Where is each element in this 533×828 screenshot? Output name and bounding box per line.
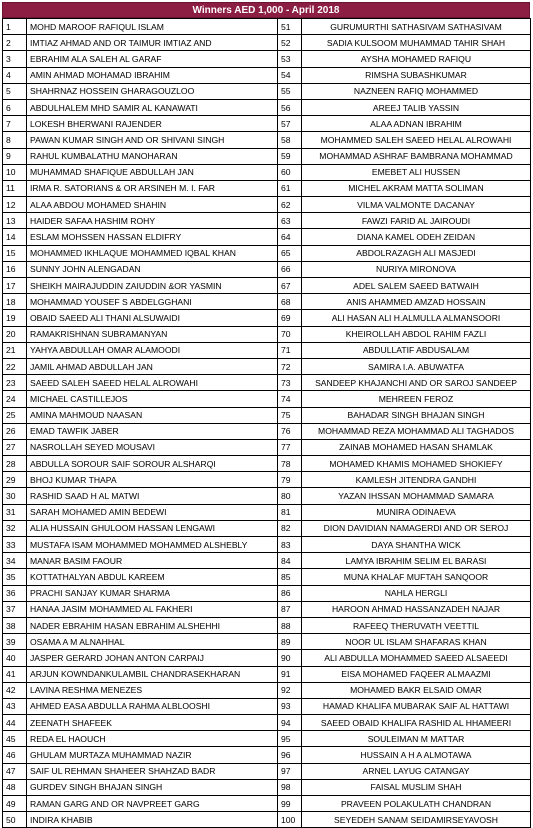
winner-number: 78 xyxy=(278,456,302,472)
winner-number: 65 xyxy=(278,245,302,261)
winner-name: SAEED SALEH SAEED HELAL ALROWAHI xyxy=(27,375,278,391)
winner-name: PRACHI SANJAY KUMAR SHARMA xyxy=(27,585,278,601)
table-row xyxy=(3,812,531,828)
winner-number: 26 xyxy=(3,423,27,439)
winner-name: ABDULHALEM MHD SAMIR AL KANAWATI xyxy=(27,99,278,115)
winner-number: 56 xyxy=(278,99,302,115)
winner-number: 99 xyxy=(278,796,302,812)
winner-number: 45 xyxy=(3,731,27,747)
table-row xyxy=(3,197,531,213)
winner-name: GHULAM MURTAZA MUHAMMAD NAZIR xyxy=(27,747,278,763)
winner-number: 75 xyxy=(278,407,302,423)
table-row xyxy=(3,294,531,310)
winner-number: 55 xyxy=(278,83,302,99)
table-row xyxy=(3,488,531,504)
winner-number: 37 xyxy=(3,601,27,617)
table-row xyxy=(3,180,531,196)
winner-name: PRAVEEN POLAKULATH CHANDRAN xyxy=(302,796,531,812)
winner-name: ARNEL LAYUG CATANGAY xyxy=(302,763,531,779)
winner-name: GURUMURTHI SATHASIVAM SATHASIVAM xyxy=(302,19,531,35)
winner-number: 59 xyxy=(278,148,302,164)
winner-name: NAHLA HERGLI xyxy=(302,585,531,601)
table-row xyxy=(3,423,531,439)
winner-name: LOKESH BHERWANI RAJENDER xyxy=(27,116,278,132)
winner-name: MOHAMED BAKR ELSAID OMAR xyxy=(302,682,531,698)
winner-number: 58 xyxy=(278,132,302,148)
table-row xyxy=(3,83,531,99)
winners-table-body xyxy=(3,19,531,828)
table-row xyxy=(3,520,531,536)
table-row xyxy=(3,213,531,229)
table-row xyxy=(3,731,531,747)
table-row xyxy=(3,391,531,407)
winner-name: SUNNY JOHN ALENGADAN xyxy=(27,261,278,277)
winner-name: RAFEEQ THERUVATH VEETTIL xyxy=(302,617,531,633)
winner-number: 64 xyxy=(278,229,302,245)
table-row xyxy=(3,715,531,731)
winner-name: VILMA VALMONTE DACANAY xyxy=(302,197,531,213)
winner-name: MUNA KHALAF MUFTAH SANQOOR xyxy=(302,569,531,585)
table-row xyxy=(3,342,531,358)
winner-name: NASROLLAH SEYED MOUSAVI xyxy=(27,439,278,455)
winner-number: 77 xyxy=(278,439,302,455)
table-row xyxy=(3,229,531,245)
winner-number: 94 xyxy=(278,715,302,731)
winner-number: 43 xyxy=(3,698,27,714)
winner-name: HUSSAIN A H A ALMOTAWA xyxy=(302,747,531,763)
winner-name: MICHAEL CASTILLEJOS xyxy=(27,391,278,407)
winner-name: AMIN AHMAD MOHAMAD IBRAHIM xyxy=(27,67,278,83)
table-row xyxy=(3,601,531,617)
winner-number: 4 xyxy=(3,67,27,83)
winner-name: ABDOLRAZAGH ALI MASJEDI xyxy=(302,245,531,261)
winner-name: RIMSHA SUBASHKUMAR xyxy=(302,67,531,83)
winner-name: LAMYA IBRAHIM SELIM EL BARASI xyxy=(302,553,531,569)
winner-number: 39 xyxy=(3,634,27,650)
table-row xyxy=(3,472,531,488)
winner-number: 23 xyxy=(3,375,27,391)
winner-number: 86 xyxy=(278,585,302,601)
table-row xyxy=(3,537,531,553)
winners-sheet xyxy=(2,2,530,828)
winner-name: ABDULLA SOROUR SAIF SOROUR ALSHARQI xyxy=(27,456,278,472)
winner-number: 8 xyxy=(3,132,27,148)
winner-number: 70 xyxy=(278,326,302,342)
winners-table xyxy=(2,18,531,828)
winner-name: FAISAL MUSLIM SHAH xyxy=(302,779,531,795)
table-row xyxy=(3,67,531,83)
winner-number: 57 xyxy=(278,116,302,132)
winner-name: EBRAHIM ALA SALEH AL GARAF xyxy=(27,51,278,67)
winner-name: MOHAMMAD ASHRAF BAMBRANA MOHAMMAD xyxy=(302,148,531,164)
winner-number: 60 xyxy=(278,164,302,180)
winner-number: 22 xyxy=(3,358,27,374)
winner-name: ESLAM MOHSSEN HASSAN ELDIFRY xyxy=(27,229,278,245)
table-row xyxy=(3,682,531,698)
winner-name: NOOR UL ISLAM SHAFARAS KHAN xyxy=(302,634,531,650)
winner-name: GURDEV SINGH BHAJAN SINGH xyxy=(27,779,278,795)
winner-number: 54 xyxy=(278,67,302,83)
table-row xyxy=(3,326,531,342)
sheet-title: Winners AED 1,000 - April 2018 xyxy=(2,2,530,18)
winner-number: 63 xyxy=(278,213,302,229)
winner-name: SANDEEP KHAJANCHI AND OR SAROJ SANDEEP xyxy=(302,375,531,391)
table-row xyxy=(3,116,531,132)
winner-name: YAZAN IHSSAN MOHAMMAD SAMARA xyxy=(302,488,531,504)
winner-number: 9 xyxy=(3,148,27,164)
winner-name: MOHAMED KHAMIS MOHAMED SHOKIEFY xyxy=(302,456,531,472)
winner-number: 73 xyxy=(278,375,302,391)
table-row xyxy=(3,310,531,326)
winner-number: 85 xyxy=(278,569,302,585)
winner-name: ZEENATH SHAFEEK xyxy=(27,715,278,731)
winner-name: AHMED EASA ABDULLA RAHMA ALBLOOSHI xyxy=(27,698,278,714)
table-row xyxy=(3,634,531,650)
winner-number: 71 xyxy=(278,342,302,358)
table-row xyxy=(3,650,531,666)
winner-name: AREEJ TALIB YASSIN xyxy=(302,99,531,115)
winner-name: SOULEIMAN M MATTAR xyxy=(302,731,531,747)
winner-name: JAMIL AHMAD ABDULLAH JAN xyxy=(27,358,278,374)
table-row xyxy=(3,407,531,423)
table-row xyxy=(3,456,531,472)
table-row xyxy=(3,698,531,714)
winner-name: MOHD MAROOF RAFIQUL ISLAM xyxy=(27,19,278,35)
winner-number: 97 xyxy=(278,763,302,779)
winner-number: 3 xyxy=(3,51,27,67)
table-row xyxy=(3,779,531,795)
winner-name: RAHUL KUMBALATHU MANOHARAN xyxy=(27,148,278,164)
winner-number: 53 xyxy=(278,51,302,67)
winner-name: HAMAD KHALIFA MUBARAK SAIF AL HATTAWI xyxy=(302,698,531,714)
winner-number: 29 xyxy=(3,472,27,488)
winner-name: ZAINAB MOHAMED HASAN SHAMLAK xyxy=(302,439,531,455)
winner-name: BAHADAR SINGH BHAJAN SINGH xyxy=(302,407,531,423)
winner-number: 12 xyxy=(3,197,27,213)
winner-name: NURIYA MIRONOVA xyxy=(302,261,531,277)
table-row xyxy=(3,35,531,51)
winner-name: SAIF UL REHMAN SHAHEER SHAHZAD BADR xyxy=(27,763,278,779)
winner-number: 83 xyxy=(278,537,302,553)
winner-number: 62 xyxy=(278,197,302,213)
winner-name: YAHYA ABDULLAH OMAR ALAMOODI xyxy=(27,342,278,358)
winner-name: ANIS AHAMMED AMZAD HOSSAIN xyxy=(302,294,531,310)
winner-number: 69 xyxy=(278,310,302,326)
winner-name: SAMIRA I.A. ABUWATFA xyxy=(302,358,531,374)
winner-number: 5 xyxy=(3,83,27,99)
winner-number: 11 xyxy=(3,180,27,196)
winner-number: 68 xyxy=(278,294,302,310)
winner-name: ALAA ADNAN IBRAHIM xyxy=(302,116,531,132)
table-row xyxy=(3,148,531,164)
table-row xyxy=(3,439,531,455)
table-row xyxy=(3,585,531,601)
winner-number: 51 xyxy=(278,19,302,35)
table-row xyxy=(3,747,531,763)
winner-name: MOHAMMAD YOUSEF S ABDELGGHANI xyxy=(27,294,278,310)
winner-name: ALAA ABDOU MOHAMED SHAHIN xyxy=(27,197,278,213)
winner-name: ALI HASAN ALI H.ALMULLA ALMANSOORI xyxy=(302,310,531,326)
winner-number: 79 xyxy=(278,472,302,488)
winner-name: SADIA KULSOOM MUHAMMAD TAHIR SHAH xyxy=(302,35,531,51)
winner-number: 84 xyxy=(278,553,302,569)
winner-number: 95 xyxy=(278,731,302,747)
winner-name: OSAMA A M ALNAHHAL xyxy=(27,634,278,650)
winner-name: MOHAMMED SALEH SAEED HELAL ALROWAHI xyxy=(302,132,531,148)
table-row xyxy=(3,99,531,115)
winner-name: EISA MOHAMED FAQEER ALMAAZMI xyxy=(302,666,531,682)
table-row xyxy=(3,261,531,277)
table-row xyxy=(3,19,531,35)
winner-number: 92 xyxy=(278,682,302,698)
winner-number: 7 xyxy=(3,116,27,132)
winner-name: ALI ABDULLA MOHAMMED SAEED ALSAEEDI xyxy=(302,650,531,666)
winner-number: 96 xyxy=(278,747,302,763)
winner-number: 18 xyxy=(3,294,27,310)
winner-number: 76 xyxy=(278,423,302,439)
winner-number: 50 xyxy=(3,812,27,828)
winner-name: ALIA HUSSAIN GHULOOM HASSAN LENGAWI xyxy=(27,520,278,536)
winner-number: 42 xyxy=(3,682,27,698)
table-row xyxy=(3,245,531,261)
table-row xyxy=(3,569,531,585)
winner-number: 100 xyxy=(278,812,302,828)
winner-number: 90 xyxy=(278,650,302,666)
winner-number: 28 xyxy=(3,456,27,472)
winner-name: ABDULLATIF ABDUSALAM xyxy=(302,342,531,358)
winner-number: 52 xyxy=(278,35,302,51)
winner-name: AMINA MAHMOUD NAASAN xyxy=(27,407,278,423)
winner-name: MANAR BASIM FAOUR xyxy=(27,553,278,569)
table-row xyxy=(3,796,531,812)
table-row xyxy=(3,763,531,779)
winner-name: MOHAMMED IKHLAQUE MOHAMMED IQBAL KHAN xyxy=(27,245,278,261)
winner-name: MOHAMMAD REZA MOHAMMAD ALI TAGHADOS xyxy=(302,423,531,439)
winner-number: 89 xyxy=(278,634,302,650)
winner-name: IMTIAZ AHMAD AND OR TAIMUR IMTIAZ AND xyxy=(27,35,278,51)
winner-number: 40 xyxy=(3,650,27,666)
winner-name: SHAHRNAZ HOSSEIN GHARAGOUZLOO xyxy=(27,83,278,99)
winner-number: 88 xyxy=(278,617,302,633)
table-row xyxy=(3,358,531,374)
winner-number: 74 xyxy=(278,391,302,407)
winner-number: 30 xyxy=(3,488,27,504)
table-row xyxy=(3,164,531,180)
winner-name: SHEIKH MAIRAJUDDIN ZAIUDDIN &OR YASMIN xyxy=(27,278,278,294)
winner-name: REDA EL HAOUCH xyxy=(27,731,278,747)
winner-name: MUNIRA ODINAEVA xyxy=(302,504,531,520)
winner-name: NADER EBRAHIM HASAN EBRAHIM ALSHEHHI xyxy=(27,617,278,633)
winner-number: 1 xyxy=(3,19,27,35)
winner-number: 16 xyxy=(3,261,27,277)
winner-number: 47 xyxy=(3,763,27,779)
winner-number: 27 xyxy=(3,439,27,455)
winner-name: ADEL SALEM SAEED BATWAIH xyxy=(302,278,531,294)
winner-number: 2 xyxy=(3,35,27,51)
winner-name: KHEIROLLAH ABDOL RAHIM FAZLI xyxy=(302,326,531,342)
winner-name: HAROON AHMAD HASSANZADEH NAJAR xyxy=(302,601,531,617)
winner-number: 6 xyxy=(3,99,27,115)
table-row xyxy=(3,617,531,633)
winner-number: 49 xyxy=(3,796,27,812)
winner-name: OBAID SAEED ALI THANI ALSUWAIDI xyxy=(27,310,278,326)
winner-number: 72 xyxy=(278,358,302,374)
winner-name: EMEBET ALI HUSSEN xyxy=(302,164,531,180)
winner-number: 21 xyxy=(3,342,27,358)
winner-name: KAMLESH JITENDRA GANDHI xyxy=(302,472,531,488)
winner-number: 87 xyxy=(278,601,302,617)
winner-name: LAVINA RESHMA MENEZES xyxy=(27,682,278,698)
winner-number: 80 xyxy=(278,488,302,504)
table-row xyxy=(3,666,531,682)
table-row xyxy=(3,504,531,520)
winner-number: 10 xyxy=(3,164,27,180)
winner-number: 48 xyxy=(3,779,27,795)
winner-name: MUHAMMAD SHAFIQUE ABDULLAH JAN xyxy=(27,164,278,180)
winner-name: SARAH MOHAMED AMIN BEDEWI xyxy=(27,504,278,520)
winner-number: 91 xyxy=(278,666,302,682)
winner-name: RASHID SAAD H AL MATWI xyxy=(27,488,278,504)
winner-name: DION DAVIDIAN NAMAGERDI AND OR SEROJ xyxy=(302,520,531,536)
winner-name: PAWAN KUMAR SINGH AND OR SHIVANI SINGH xyxy=(27,132,278,148)
winner-number: 24 xyxy=(3,391,27,407)
winner-name: DIANA KAMEL ODEH ZEIDAN xyxy=(302,229,531,245)
winner-name: KOTTATHALYAN ABDUL KAREEM xyxy=(27,569,278,585)
winner-number: 36 xyxy=(3,585,27,601)
winner-name: IRMA R. SATORIANS & OR ARSINEH M. I. FAR xyxy=(27,180,278,196)
winner-name: SAEED OBAID KHALIFA RASHID AL HHAMEERI xyxy=(302,715,531,731)
winner-number: 34 xyxy=(3,553,27,569)
winner-name: MUSTAFA ISAM MOHAMMED MOHAMMED ALSHEBLY xyxy=(27,537,278,553)
winner-number: 33 xyxy=(3,537,27,553)
winner-name: DAYA SHANTHA WICK xyxy=(302,537,531,553)
winner-name: AYSHA MOHAMED RAFIQU xyxy=(302,51,531,67)
winner-name: FAWZI FARID AL JAIROUDI xyxy=(302,213,531,229)
winner-number: 81 xyxy=(278,504,302,520)
winner-name: NAZNEEN RAFIQ MOHAMMED xyxy=(302,83,531,99)
winner-number: 20 xyxy=(3,326,27,342)
winner-name: SEYEDEH SANAM SEIDAMIRSEYAVOSH xyxy=(302,812,531,828)
winner-name: RAMAKRISHNAN SUBRAMANYAN xyxy=(27,326,278,342)
winner-number: 31 xyxy=(3,504,27,520)
winner-number: 38 xyxy=(3,617,27,633)
table-row xyxy=(3,51,531,67)
winner-number: 13 xyxy=(3,213,27,229)
winner-name: HAIDER SAFAA HASHIM ROHY xyxy=(27,213,278,229)
winner-name: RAMAN GARG AND OR NAVPREET GARG xyxy=(27,796,278,812)
winner-number: 67 xyxy=(278,278,302,294)
winner-number: 66 xyxy=(278,261,302,277)
table-row xyxy=(3,278,531,294)
winner-name: MEHREEN FEROZ xyxy=(302,391,531,407)
winner-number: 46 xyxy=(3,747,27,763)
winner-name: HANAA JASIM MOHAMMED AL FAKHERI xyxy=(27,601,278,617)
winner-number: 44 xyxy=(3,715,27,731)
winner-number: 98 xyxy=(278,779,302,795)
winner-number: 19 xyxy=(3,310,27,326)
winner-name: EMAD TAWFIK JABER xyxy=(27,423,278,439)
winner-number: 93 xyxy=(278,698,302,714)
winner-number: 61 xyxy=(278,180,302,196)
winner-number: 15 xyxy=(3,245,27,261)
winner-name: INDIRA KHABIB xyxy=(27,812,278,828)
winner-number: 14 xyxy=(3,229,27,245)
winner-name: ARJUN KOWNDANKULAMBIL CHANDRASEKHARAN xyxy=(27,666,278,682)
table-row xyxy=(3,553,531,569)
winner-number: 32 xyxy=(3,520,27,536)
winner-name: BHOJ KUMAR THAPA xyxy=(27,472,278,488)
winner-name: MICHEL AKRAM MATTA SOLIMAN xyxy=(302,180,531,196)
winner-number: 35 xyxy=(3,569,27,585)
winner-name: JASPER GERARD JOHAN ANTON CARPAIJ xyxy=(27,650,278,666)
table-row xyxy=(3,375,531,391)
winner-number: 17 xyxy=(3,278,27,294)
winner-number: 41 xyxy=(3,666,27,682)
table-row xyxy=(3,132,531,148)
winner-number: 82 xyxy=(278,520,302,536)
winner-number: 25 xyxy=(3,407,27,423)
